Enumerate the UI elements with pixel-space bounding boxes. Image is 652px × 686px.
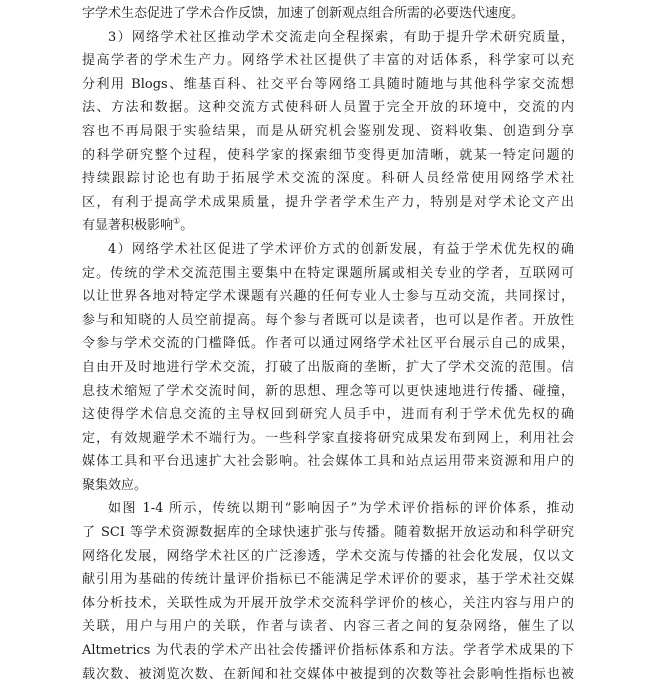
text-line [82, 73, 574, 97]
text-line [82, 592, 574, 616]
text-line [82, 2, 574, 26]
line-text: 载次数、被浏览次数、在新闻和社交媒体中被提到的次数等社会影响性指标也被 [82, 666, 574, 682]
line-text: 媒体工具和平台迅速扩大社会影响。社会媒体工具和站点运用带来资源和用户的 [82, 454, 574, 470]
text-line [82, 615, 574, 639]
text-line [82, 144, 574, 168]
text-line [82, 191, 574, 215]
paragraph [82, 238, 574, 498]
line-text: 了 SCI 等学术资源数据库的全球快速扩张与传播。随着数据开放运动和科学研究 [82, 525, 574, 541]
line-text: Altmetrics 为代表的学术产出社会传播评价指标体系和方法。学者学术成果的下 [82, 643, 574, 659]
text-line [82, 309, 574, 333]
line-text: 献引用为基础的传统计量评价指标已不能满足学术评价的要求，基于学术社交媒 [82, 572, 574, 588]
line-text: 持续跟踪讨论也有助于拓展学术交流的深度。科研人员经常使用网络学术社 [82, 171, 574, 187]
line-text: 网络化发展，网络学术社区的广泛渗透，学术交流与传播的社会化发展，仅以文 [82, 548, 574, 564]
line-text: 关联，用户与用户的关联，作者与读者、内容三者之间的复杂网络，催生了以 [82, 619, 574, 635]
text-line [82, 497, 574, 521]
paragraph [82, 2, 574, 26]
text-line [82, 26, 574, 50]
text-line [82, 663, 574, 686]
text-line [82, 568, 574, 592]
paragraph [82, 497, 574, 686]
line-text: 定。传统的学术交流范围主要集中在特定课题所属或相关专业的学者，互联网可 [82, 265, 574, 281]
line-text: 以让世界各地对特定学术课题有兴趣的任何专业人士参与互动交流，共同探讨， [82, 289, 574, 305]
line-text: 这使得学术信息交流的主导权回到研究人员手中，进而有利于学术优先权的确 [82, 407, 574, 423]
line-text: 聚集效应。 [82, 477, 148, 493]
line-text: 体分析技术，关联性成为开展开放学术交流科学评价的核心，关注内容与用户的 [82, 595, 574, 611]
text-line [82, 639, 574, 663]
text-line [82, 356, 574, 380]
line-text: 息技术缩短了学术交流时间，新的思想、理念等可以更快速地进行传播、碰撞， [82, 383, 574, 399]
text-line [82, 167, 574, 191]
line-text: 容也不再局限于实验结果，而是从研究机会鉴别发现、资料收集、创造到分享 [82, 123, 574, 139]
body-text [82, 2, 574, 686]
line-text: 有显著积极影响 [82, 218, 174, 234]
text-line [82, 450, 574, 474]
line-text: 参与和知晓的人员空前提高。每个参与者既可以是读者，也可以是作者。开放性 [82, 312, 574, 328]
text-line [82, 332, 574, 356]
line-text: 提高学者的学术生产力。网络学术社区提供了丰富的对话体系，科学家可以充 [82, 53, 574, 69]
line-text: 定，有效规避学术不端行为。一些科学家直接将研究成果发布到网上，利用社会 [82, 430, 574, 446]
footnote-marker[interactable]: ① [173, 217, 181, 227]
line-text: 3）网络学术社区推动学术交流走向全程探索，有助于提升学术研究质量， [108, 29, 574, 45]
line-text: 分利用 Blogs、维基百科、社交平台等网络工具随时随地与其他科学家交流想 [82, 76, 574, 92]
text-line [82, 49, 574, 73]
line-text: 字学术生态促进了学术合作反馈，加速了创新观点组合所需的必要迭代速度。 [82, 6, 525, 21]
line-text: 的科学研究整个过程，使科学家的探索细节变得更加清晰，就某一特定问题的 [82, 147, 574, 163]
line-text: 法、方法和数据。这种交流方式使科研人员置于完全开放的环境中，交流的内 [82, 100, 574, 116]
text-line [82, 474, 574, 498]
text-line [82, 380, 574, 404]
text-line [82, 96, 574, 120]
text-line [82, 262, 574, 286]
text-line [82, 120, 574, 144]
text-line [82, 545, 574, 569]
line-text: 4）网络学术社区促进了学术评价方式的创新发展，有益于学术优先权的确 [108, 241, 574, 257]
line-text: 如图 1-4 所示，传统以期刊“影响因子”为学术评价指标的评价体系，推动 [108, 501, 574, 517]
text-line [82, 521, 574, 545]
line-text: 令参与学术交流的门槛降低。作者可以通过网络学术社区平台展示自己的成果， [82, 336, 574, 352]
text-line [82, 403, 574, 427]
paragraph [82, 26, 574, 238]
text-line [82, 285, 574, 309]
text-line [82, 238, 574, 262]
line-tail: 。 [180, 218, 194, 234]
text-line [82, 427, 574, 451]
text-line [82, 214, 574, 238]
line-text: 自由开及时地进行学术交流，打破了出版商的垄断，扩大了学术交流的范围。信 [82, 359, 574, 375]
line-text: 区，有利于提高学术成果质量，提升学者学术生产力，特别是对学术论文产出 [82, 194, 574, 210]
